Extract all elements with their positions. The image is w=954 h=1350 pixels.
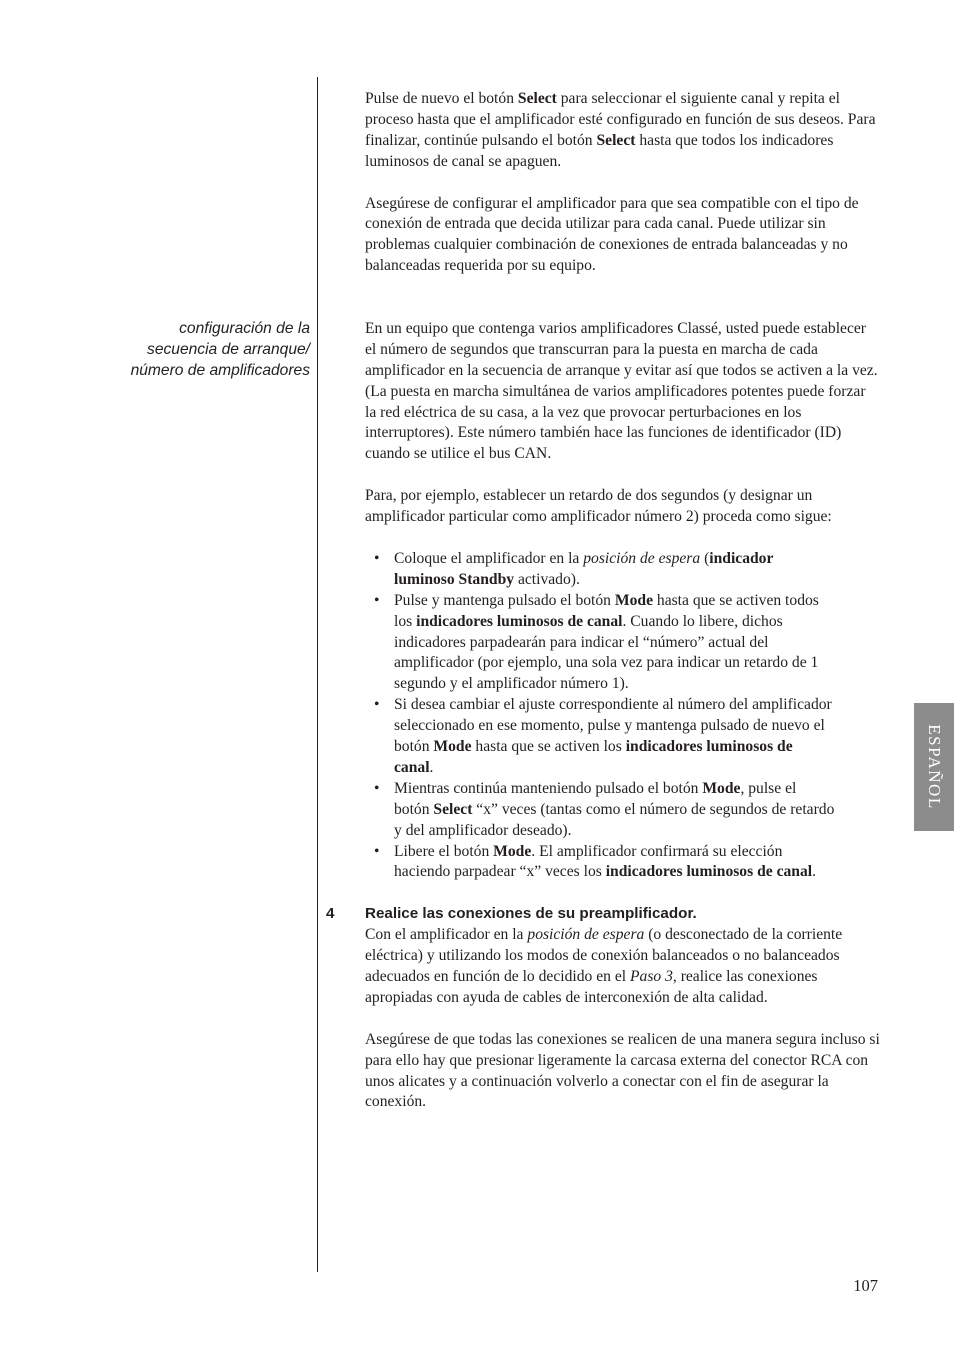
language-tab [914, 703, 954, 831]
column-divider [317, 77, 318, 1272]
list-item: • Libere el botón Mode. El amplificador confirmará su elección haciendo parpadear “x” veces los indicadores luminosos de canal. [374, 842, 816, 881]
section-heading [80, 318, 310, 381]
paragraph-select-channel: Pulse de nuevo el botón Select para seleccionar el siguiente canal y repita el proceso hasta que el amplificador esté configurado en función de sus deseos. Para finalizar, continúe pulsando el botón Select hasta que todos los indicadores luminosos de canal se apaguen. [365, 90, 876, 170]
bullet-icon: • [374, 842, 380, 860]
paragraph-example-intro: Para, por ejemplo, establecer un retardo de dos segundos (y designar un amplificador particular como amplificador número 2) proceda como sigue: [365, 487, 832, 526]
bullet-icon: • [374, 591, 380, 609]
section-heading-line: configuración de la [179, 320, 310, 337]
list-item: • Mientras continúa manteniendo pulsado el botón Mode, pulse el botón Select “x” veces (tantas como el número de segundos de retardo y del amplificador deseado). [374, 779, 835, 839]
step-heading [326, 904, 880, 925]
paragraph-startup-sequence: En un equipo que contenga varios amplificadores Classé, usted puede establecer el número de segundos que transcurran para la puesta en marcha de cada amplificador en la secuencia de arranque y evitar así que todos se activen a la vez. (La puesta en marcha simultánea de varios amplificadores potentes puede forzar la red eléctrica de su casa, a la vez que provocar perturbaciones en los interruptores). Este número también hace las funciones de identificador (ID) cuando se utilice el bus CAN. [365, 319, 878, 463]
list-item: • Coloque el amplificador en la posición de espera (indicador luminoso Standby activado). [374, 549, 774, 588]
section-heading-line: secuencia de arranque/ [147, 341, 310, 358]
bullet-icon: • [374, 779, 380, 797]
step-heading-text: Realice las conexiones de su preamplificador. [365, 905, 697, 923]
list-item: • Si desea cambiar el ajuste correspondiente al número del amplificador seleccionado en ese momento, pulse y mantenga pulsado de nuevo el botón Mode hasta que se activen los indicadores luminosos de canal. [374, 696, 832, 776]
section-heading-line: número de amplificadores [130, 362, 310, 379]
bullet-icon: • [374, 549, 380, 567]
paragraph-input-compatibility: Asegúrese de configurar el amplificador para que sea compatible con el tipo de conexión de entrada que decida utilizar para cada canal. Puede utilizar sin problemas cualquier combinación de conexiones de entrada balanceadas y no balanceadas requerida por su equipo. [365, 194, 859, 275]
instruction-list [365, 549, 835, 884]
step-number: 4 [326, 905, 335, 923]
main-column [326, 89, 880, 1113]
page-number: 107 [853, 1276, 878, 1295]
bullet-icon: • [374, 696, 380, 714]
paragraph-secure-connections: Asegúrese de que todas las conexiones se realicen de una manera segura incluso si para ello hay que presionar ligeramente la carcasa externa del conector RCA con unos alicates y a continuación volverlo a conectar con el fin de asegurar la conexión. [365, 1030, 880, 1111]
language-tab-label: ESPAÑOL [925, 724, 944, 810]
list-item: • Pulse y mantenga pulsado el botón Mode hasta que se activen todos los indicadores luminosos de canal. Cuando lo libere, dichos indicadores parpadearán para indicar el “número” actual del amplificador (por ejemplo, una sola vez para indicar un retardo de 1 segundo y el amplificador número 1). [374, 591, 819, 693]
paragraph-preamp-connections: Con el amplificador en la posición de espera (o desconectado de la corriente eléctrica) y utilizando los modos de conexión balanceados o no balanceados adecuados en función de lo decidido en el Paso 3, realice las conexiones apropiadas con ayuda de cables de interconexión de alta calidad. [365, 926, 843, 1006]
